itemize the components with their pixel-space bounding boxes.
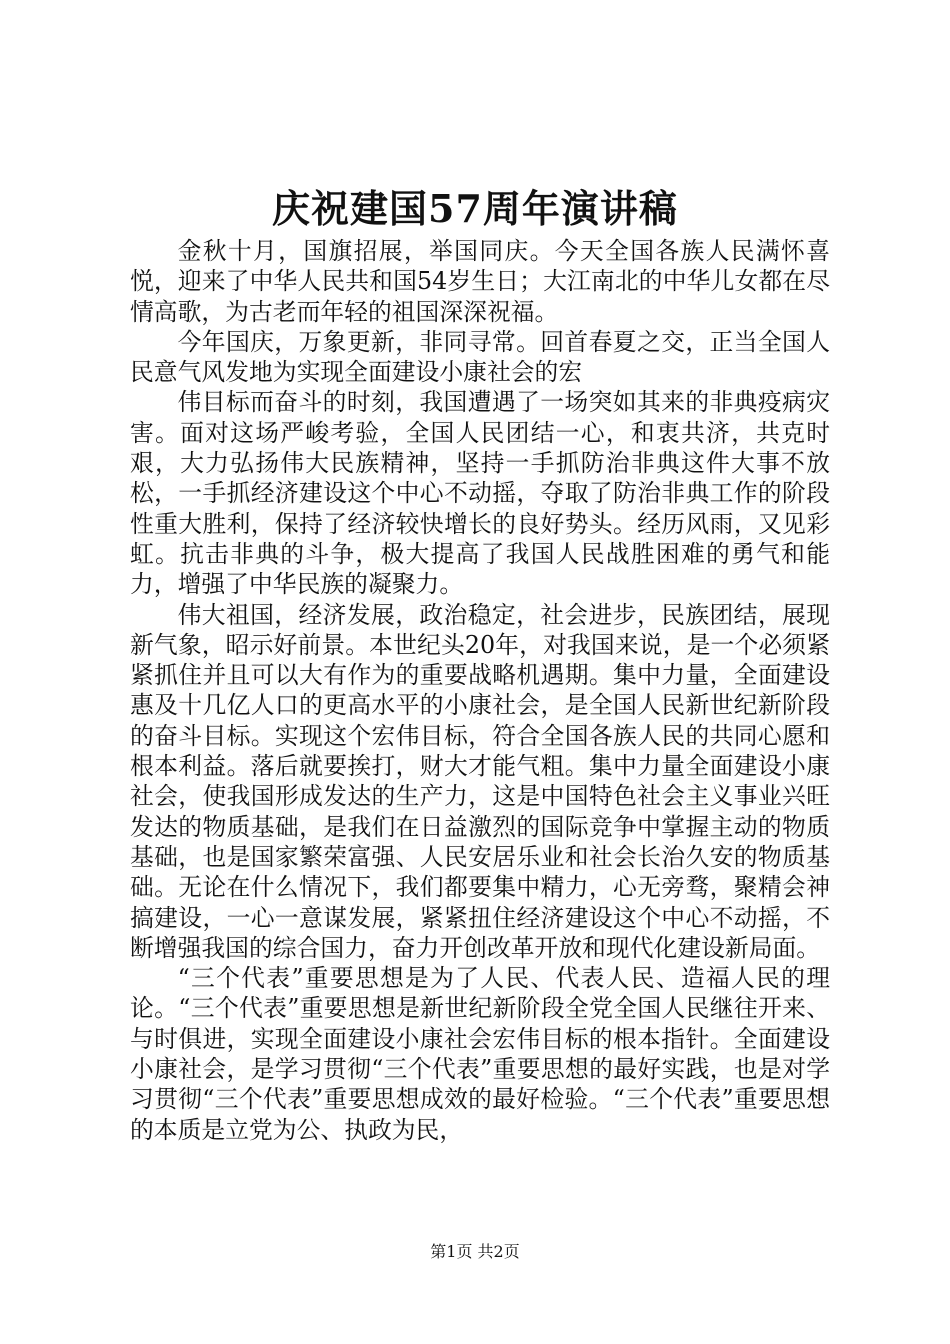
page-number-footer: 第1页 共2页	[430, 1242, 520, 1261]
paragraph: 伟大祖国，经济发展，政治稳定，社会进步，民族团结，展现新气象，昭示好前景。本世纪头20年，对我国来说，是一个必须紧紧抓住并且可以大有作为的重要战略机遇期。集中力量，全面建设惠及十几亿人口的更高水平的小康社会，是全国人民新世纪新阶段的奋斗目标。实现这个宏伟目标，符合全国各族人民的共同心愿和根本利益。落后就要挨打，财大才能气粗。集中力量全面建设小康社会，使我国形成发达的生产力，这是中国特色社会主义事业兴旺发达的物质基础，是我们在日益激烈的国际竞争中掌握主动的物质基础，也是国家繁荣富强、人民安居乐业和社会长治久安的物质基础。无论在什么情况下，我们都要集中精力，心无旁骛，聚精会神搞建设，一心一意谋发展，紧紧扭住经济建设这个中心不动摇，不断增强我国的综合国力，奋力开创改革开放和现代化建设新局面。	[130, 600, 830, 962]
paragraph: 金秋十月，国旗招展，举国同庆。今天全国各族人民满怀喜悦，迎来了中华人民共和国54岁生日；大江南北的中华儿女都在尽情高歌，为古老而年轻的祖国深深祝福。	[130, 237, 830, 326]
paragraph: 伟目标而奋斗的时刻，我国遭遇了一场突如其来的非典疫病灾害。面对这场严峻考验，全国人民团结一心，和衷共济，共克时艰，大力弘扬伟大民族精神，坚持一手抓防治非典这件大事不放松，一手抓经济建设这个中心不动摇，夺取了防治非典工作的阶段性重大胜利，保持了经济较快增长的良好势头。经历风雨，又见彩虹。抗击非典的斗争，极大提高了我国人民战胜困难的勇气和能力，增强了中华民族的凝聚力。	[130, 388, 830, 599]
document-title: 庆祝建国57周年演讲稿	[272, 186, 678, 231]
document-body	[130, 236, 830, 1145]
paragraph: “三个代表”重要思想是为了人民、代表人民、造福人民的理论。“三个代表”重要思想是新世纪新阶段全党全国人民继往开来、与时俱进，实现全面建设小康社会宏伟目标的根本指针。全面建设小康社会，是学习贯彻“三个代表”重要思想的最好实践，也是对学习贯彻“三个代表”重要思想成效的最好检验。“三个代表”重要思想的本质是立党为公、执政为民，	[130, 964, 830, 1144]
paragraph: 今年国庆，万象更新，非同寻常。回首春夏之交，正当全国人民意气风发地为实现全面建设小康社会的宏	[130, 327, 830, 387]
